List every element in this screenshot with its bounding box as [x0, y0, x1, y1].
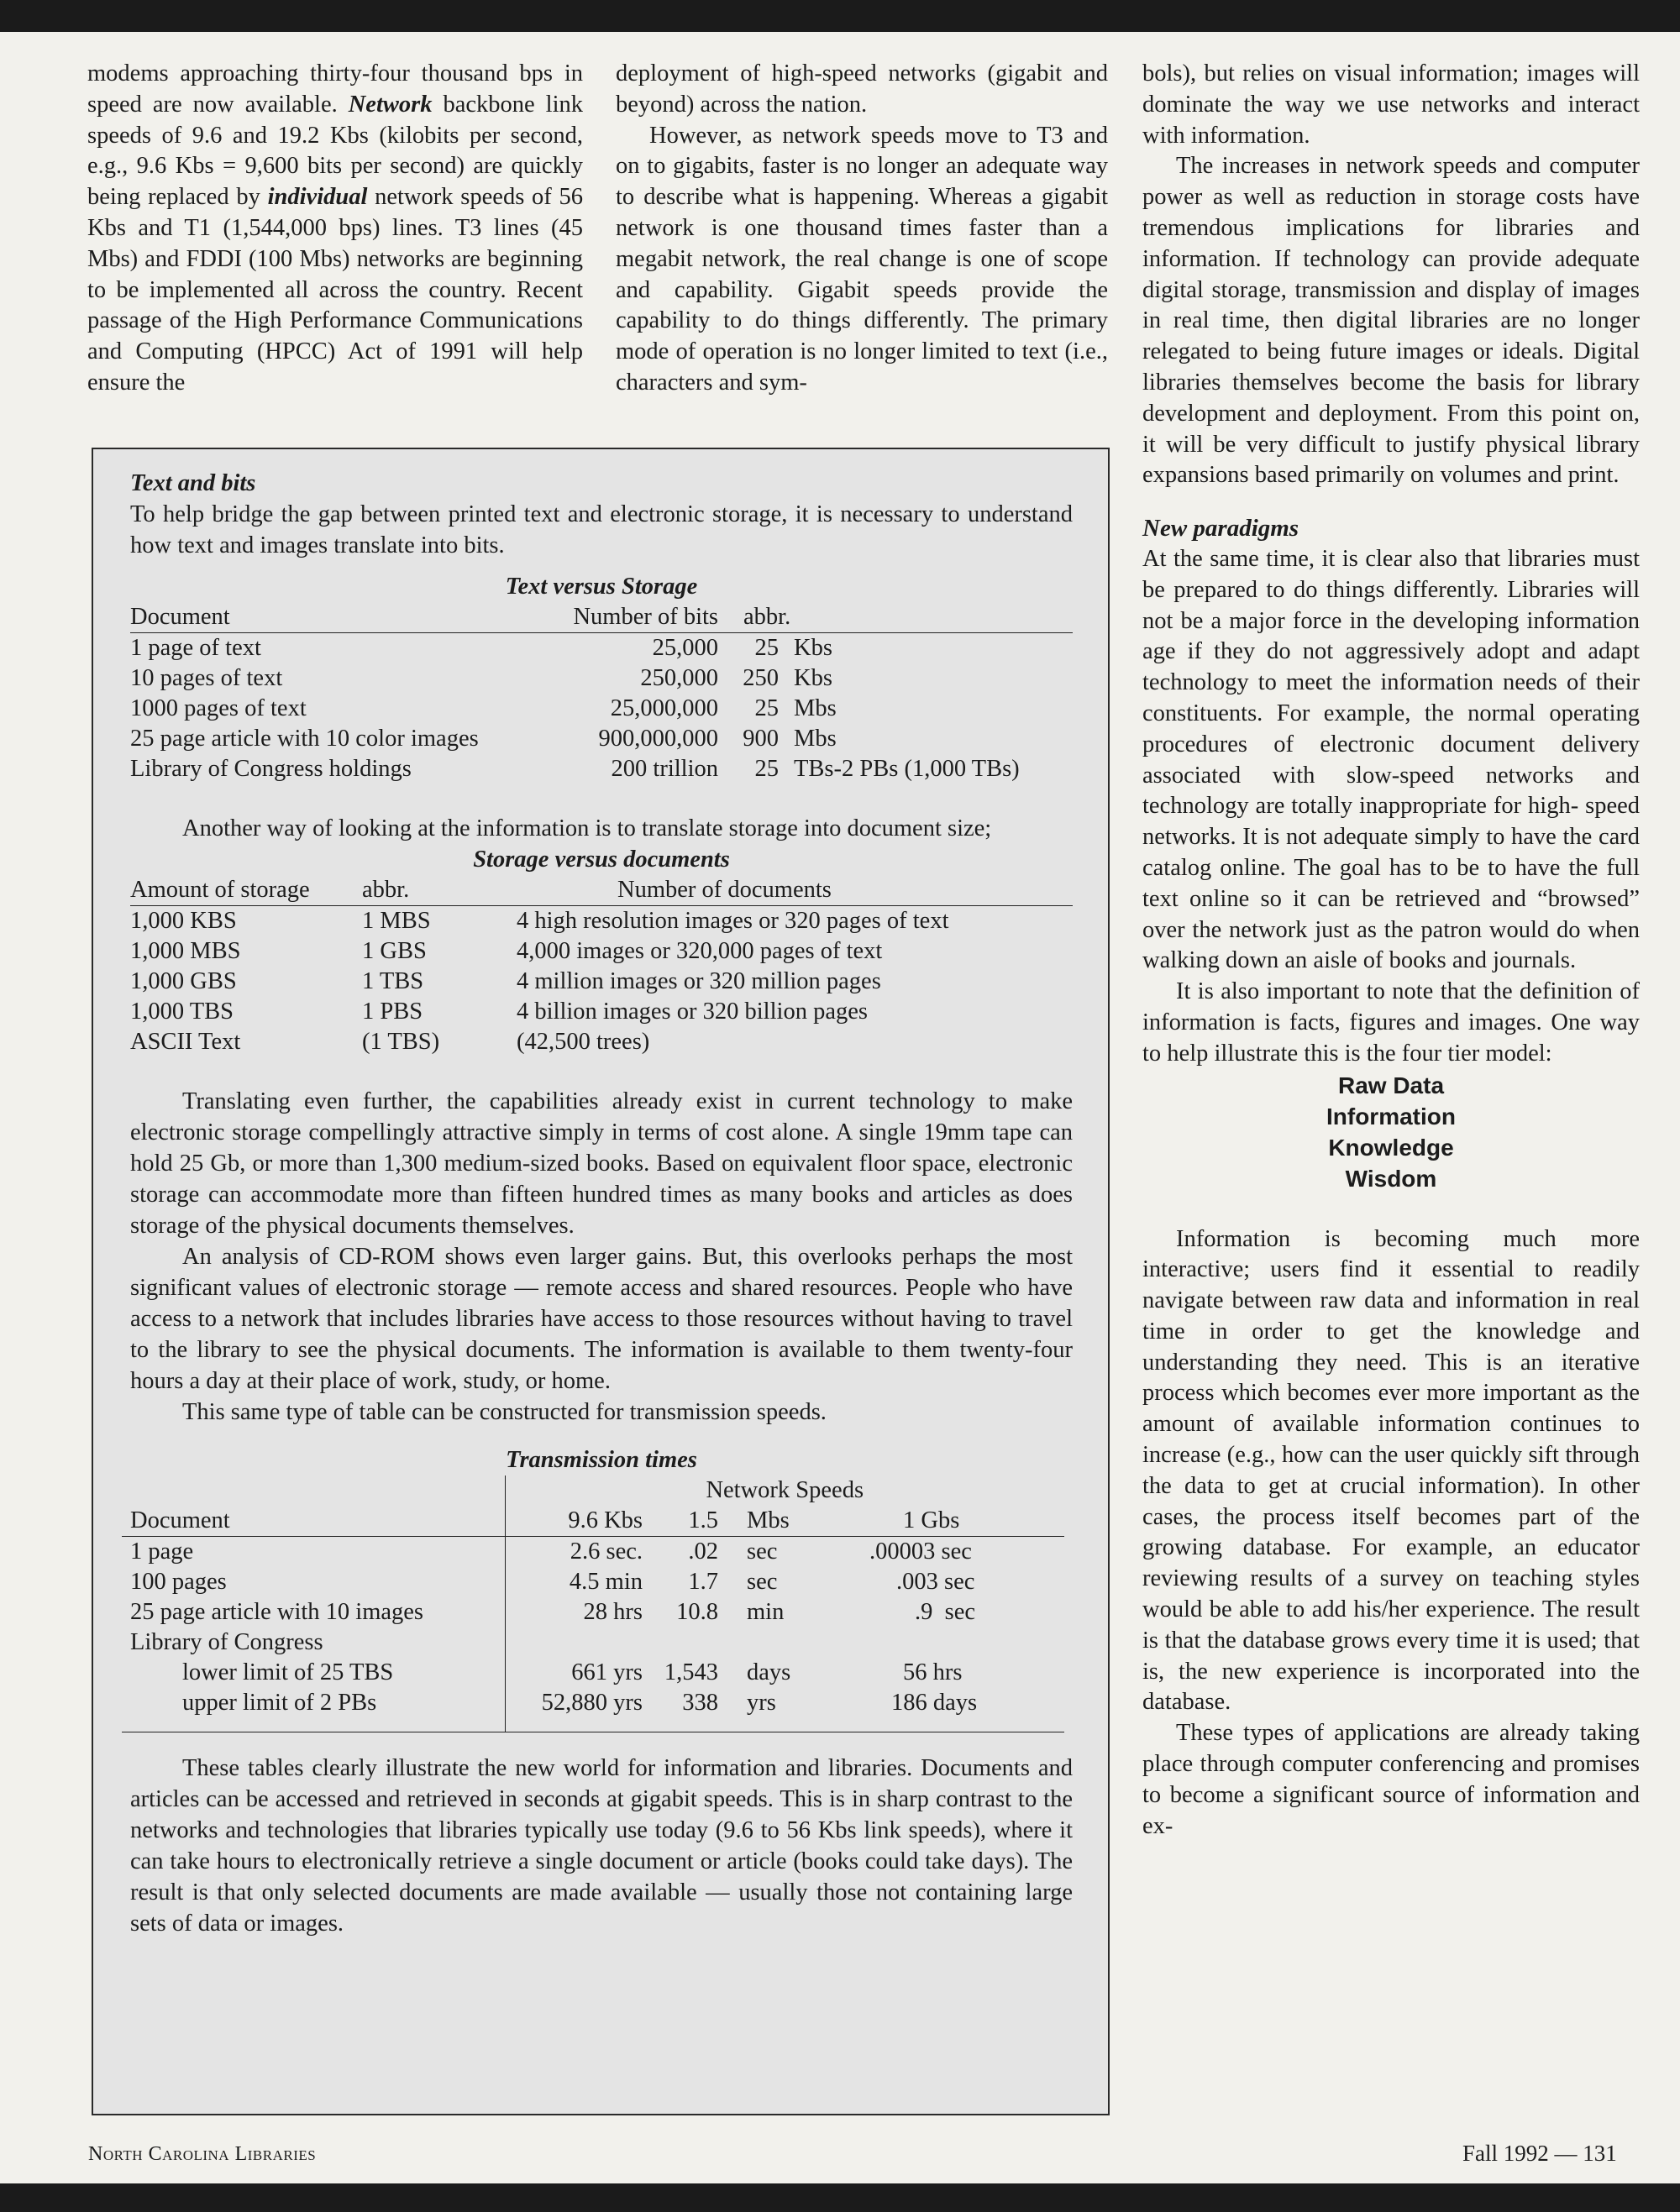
table-header: 1.5 [643, 1506, 718, 1537]
scan-top-border [0, 0, 1680, 32]
table-cell: 1.7 [688, 1569, 718, 1595]
table-header: 9.6 Kbs [505, 1506, 643, 1537]
table-cell: 1 MBS [362, 908, 431, 934]
table-cell: (42,500 trees) [517, 1029, 650, 1055]
table-cell: 4.5 min [569, 1569, 643, 1595]
col3-paragraph-5: Information is becoming much more interactive; users find it essential to readily navigate between raw data and information in real time in order to get the knowledge and understanding they need. This is an iterative process which becomes ever more important as the amount of available information continues to increase (e.g., how can the user quickly sift through the data to get at crucial information). In other cases, the process itself becomes part of the growing database. For example, an educator reviewing results of a survey on teaching styles would be able to add his/her experience. The result is that the database grows every time it is used; that is, the new experience is incorporated into the database. [1142, 1225, 1640, 1716]
col3-paragraph-3: At the same time, it is clear also that libraries must be prepared to do things differently. Libraries will not be a major force in the developing information age if they do not aggressively adopt and adapt technology to meet the information needs of their constituents. For example, the normal operating procedures of electronic document delivery associated with slow-speed networks and technology are totally inappropriate for high- speed networks. It is not adequate simply to have the card catalog online. The goal has to be to have the full text online so it can be retrieved and “browsed” over the network just as the patron would do when walking down an aisle of books and journals. [1142, 545, 1640, 974]
table-cell: 186 days [891, 1690, 978, 1716]
table-header: Number of bits [550, 602, 718, 633]
table-cell: 25 [754, 695, 779, 721]
table-cell: 25 page article with 10 color images [130, 726, 479, 752]
table-cell: yrs [747, 1690, 776, 1716]
table-row [130, 754, 1073, 784]
table-row [122, 1597, 1064, 1628]
table-cell: 250 [743, 665, 779, 691]
table-group-header-row [122, 1476, 1064, 1506]
table-bottom-rule [122, 1718, 1064, 1732]
table-cell: sec [747, 1569, 778, 1595]
table-row [130, 633, 1073, 664]
table-cell: 338 [682, 1690, 718, 1716]
table-cell: 4 billion images or 320 billion pages [517, 999, 868, 1025]
text-vs-storage-table [130, 602, 1073, 784]
table-cell: 900 [743, 726, 779, 752]
table-cell: 10.8 [676, 1599, 718, 1625]
col3-paragraph-4: It is also important to note that the definition of information is facts, figures and images. One way to help illustrate this is the four tier model: [1142, 978, 1640, 1067]
network-speeds-header: Network Speeds [706, 1477, 864, 1503]
table-cell: 4,000 images or 320,000 pages of text [517, 938, 883, 964]
table-cell: .003 sec [896, 1569, 975, 1595]
col1-paragraph: modems approaching thirty-four thousand bps in speed are now available. Network backbone link speeds of 9.6 and 19.2 Kbs (kilobits per second, e.g., 9.6 Kbs = 9,600 bits per second) are quickly being replaced by individual network speeds of 56 Kbs and T1 (1,544,000 bps) lines. T3 lines (45 Mbs) and FDDI (100 Mbs) networks are beginning to be implemented all across the country. Recent passage of the High Performance Communications and Computing (HPCC) Act of 1991 will help ensure the [87, 60, 584, 396]
table-cell: 1 page of text [130, 635, 261, 661]
table-cell: 1,000 MBS [130, 938, 241, 964]
table-cell: 25,000,000 [610, 695, 718, 721]
table-cell: 200 trillion [611, 756, 718, 782]
table-row [130, 967, 1073, 997]
table-cell: 1 GBS [362, 938, 427, 964]
table-cell: 25 page article with 10 images [122, 1597, 505, 1628]
sidebar-para-3: Translating even further, the capabilities already exist in current technology to make electronic storage compellingly attractive simply in terms of cost alone. A single 19mm tape can hold 25 Gb, or more than 1,300 medium-sized books. Based on equivalent floor space, electronic storage can accommodate more than fifteen hundred times as many books and articles as does storage of the physical documents themselves. [130, 1088, 1073, 1239]
table-header: abbr. [718, 602, 1073, 633]
table-header-row [130, 602, 1073, 633]
table-header-row [122, 1506, 1064, 1537]
table-cell: 2.6 sec. [570, 1538, 643, 1565]
table-cell: 28 hrs [583, 1599, 643, 1625]
table-cell: ASCII Text [130, 1029, 241, 1055]
section-heading-new-paradigms: New paradigms [1142, 515, 1299, 543]
sidebar-para-2: Another way of looking at the information is to translate storage into document size; [182, 815, 992, 841]
table-cell: 52,880 yrs [541, 1690, 643, 1716]
table-cell: 250,000 [640, 665, 718, 691]
table-row [130, 906, 1073, 937]
table-row [130, 724, 1073, 754]
column-2 [616, 59, 1108, 399]
sidebar-title: Text and bits [130, 470, 256, 496]
table-cell: days [747, 1659, 791, 1685]
table-cell: (1 TBS) [362, 1029, 440, 1055]
tier-information: Information [1326, 1103, 1456, 1130]
table-cell: 1,000 TBS [130, 999, 234, 1025]
table-cell: 4 high resolution images or 320 pages of text [517, 908, 949, 934]
table-cell: Mbs [794, 695, 837, 721]
table2-caption: Storage versus documents [473, 847, 730, 873]
sidebar-intro: To help bridge the gap between printed text and electronic storage, it is necessary to understand how text and images translate into bits. [130, 501, 1073, 558]
table-cell: .00003 sec [869, 1538, 972, 1565]
table-cell: 25 [754, 756, 779, 782]
table-cell: Kbs [794, 635, 832, 661]
footer-page-number: Fall 1992 — 131 [1462, 2141, 1617, 2166]
table-row [122, 1567, 1064, 1597]
table-header: Mbs [718, 1506, 844, 1537]
sidebar-para-4: An analysis of CD-ROM shows even larger gains. But, this overlooks perhaps the most significant values of electronic storage — remote access and shared resources. People who have access to a network that includes libraries have access to those resources without having to travel to the library to see the physical documents. The information is available to them twenty-four hours a day at their place of work, study, or home. [130, 1244, 1073, 1394]
table-cell: 25 [754, 635, 779, 661]
table-cell: min [747, 1599, 785, 1625]
table-cell: lower limit of 25 TBS [122, 1658, 505, 1688]
table-cell: 10 pages of text [130, 665, 283, 691]
col2-paragraph-2: However, as network speeds move to T3 and on to gigabits, faster is no longer an adequate way to describe what is happening. Whereas a gigabit network is one thousand times faster than a megabit network, the real change is one of scope and capability. Gigabit speeds provide the capability to do things differently. The primary mode of operation is no longer limited to text (i.e., characters and sym- [616, 122, 1108, 396]
tier-knowledge: Knowledge [1328, 1134, 1454, 1161]
table-cell: TBs-2 PBs (1,000 TBs) [794, 756, 1020, 782]
table-row [130, 997, 1073, 1027]
tier-raw-data: Raw Data [1337, 1072, 1445, 1098]
col2-paragraph-1: deployment of high-speed networks (gigabit and beyond) across the nation. [616, 60, 1108, 118]
table-cell: Library of Congress [122, 1628, 505, 1658]
sidebar-para-5: This same type of table can be constructed for transmission speeds. [182, 1399, 827, 1425]
table-cell: sec [747, 1538, 778, 1565]
col3-paragraph-1: bols), but relies on visual information; images will dominate the way we use networks and interact with information. [1142, 60, 1640, 149]
table-row [122, 1688, 1064, 1718]
transmission-times-table [122, 1476, 1064, 1732]
table-row [130, 1027, 1073, 1057]
table-row [130, 663, 1073, 694]
table-header: 1 Gbs [844, 1506, 1064, 1537]
table-header: abbr. [362, 875, 517, 906]
table-header: Number of documents [517, 875, 1073, 906]
table-cell: 100 pages [122, 1567, 505, 1597]
table-cell: 4 million images or 320 million pages [517, 968, 881, 994]
table-cell: .9 sec [915, 1599, 976, 1625]
col3-paragraph-2: The increases in network speeds and computer power as well as reduction in storage costs have tremendous implications for libraries and information. If technology can provide adequate digital storage, transmission and display of images in real time, then digital libraries are no longer relegated to being future images or ideals. Digital libraries themselves become the basis for library development and deployment. From this point on, it will be very difficult to justify physical library expansions based primarily on volumes and print. [1142, 153, 1640, 489]
table-cell: Mbs [794, 726, 837, 752]
table-cell: .02 [688, 1538, 718, 1565]
table-cell: 1,543 [664, 1659, 718, 1685]
table-row [122, 1658, 1064, 1688]
table-cell: 1 page [122, 1537, 505, 1568]
table-row [130, 694, 1073, 724]
table-header: Amount of storage [130, 875, 362, 906]
column-3 [1142, 59, 1640, 1842]
column-1 [87, 59, 583, 399]
tier-wisdom: Wisdom [1345, 1165, 1437, 1192]
table-row [122, 1537, 1064, 1568]
storage-vs-documents-table [130, 875, 1073, 1057]
sidebar-box [92, 448, 1110, 2115]
sidebar-para-6: These tables clearly illustrate the new world for information and libraries. Documents and articles can be accessed and retrieved in seconds at gigabit speeds. This is in sharp contrast to the networks and technologies that libraries typically use today (9.6 to 56 Kbs link speeds), where it can take hours to electronically retrieve a single document or article (books could take days). The result is that only selected documents are made available — usually those not containing large sets of data or images. [130, 1755, 1073, 1937]
scan-bottom-border [0, 2183, 1680, 2212]
footer-publication: North Carolina Libraries [88, 2143, 317, 2165]
table-cell: 56 hrs [903, 1659, 963, 1685]
col3-paragraph-6: These types of applications are already taking place through computer conferencing and promises to become a significant source of information and ex- [1142, 1720, 1640, 1839]
table-cell: 1,000 GBS [130, 968, 237, 994]
table-cell: 1 PBS [362, 999, 423, 1025]
table-header: Document [122, 1506, 505, 1537]
table-cell: 1 TBS [362, 968, 424, 994]
table-header-row [130, 875, 1073, 906]
table1-caption: Text versus Storage [505, 574, 698, 600]
table3-caption: Transmission times [506, 1447, 697, 1473]
table-cell: Kbs [794, 665, 832, 691]
table-header: Document [130, 602, 550, 633]
table-cell: 25,000 [652, 635, 718, 661]
table-cell: 1000 pages of text [130, 695, 307, 721]
table-row [130, 936, 1073, 967]
table-cell: 1,000 KBS [130, 908, 237, 934]
table-row [122, 1628, 1064, 1658]
table-cell: Library of Congress holdings [130, 756, 412, 782]
table-cell: upper limit of 2 PBs [122, 1688, 505, 1718]
table-cell: 661 yrs [571, 1659, 643, 1685]
table-cell: 900,000,000 [598, 726, 718, 752]
